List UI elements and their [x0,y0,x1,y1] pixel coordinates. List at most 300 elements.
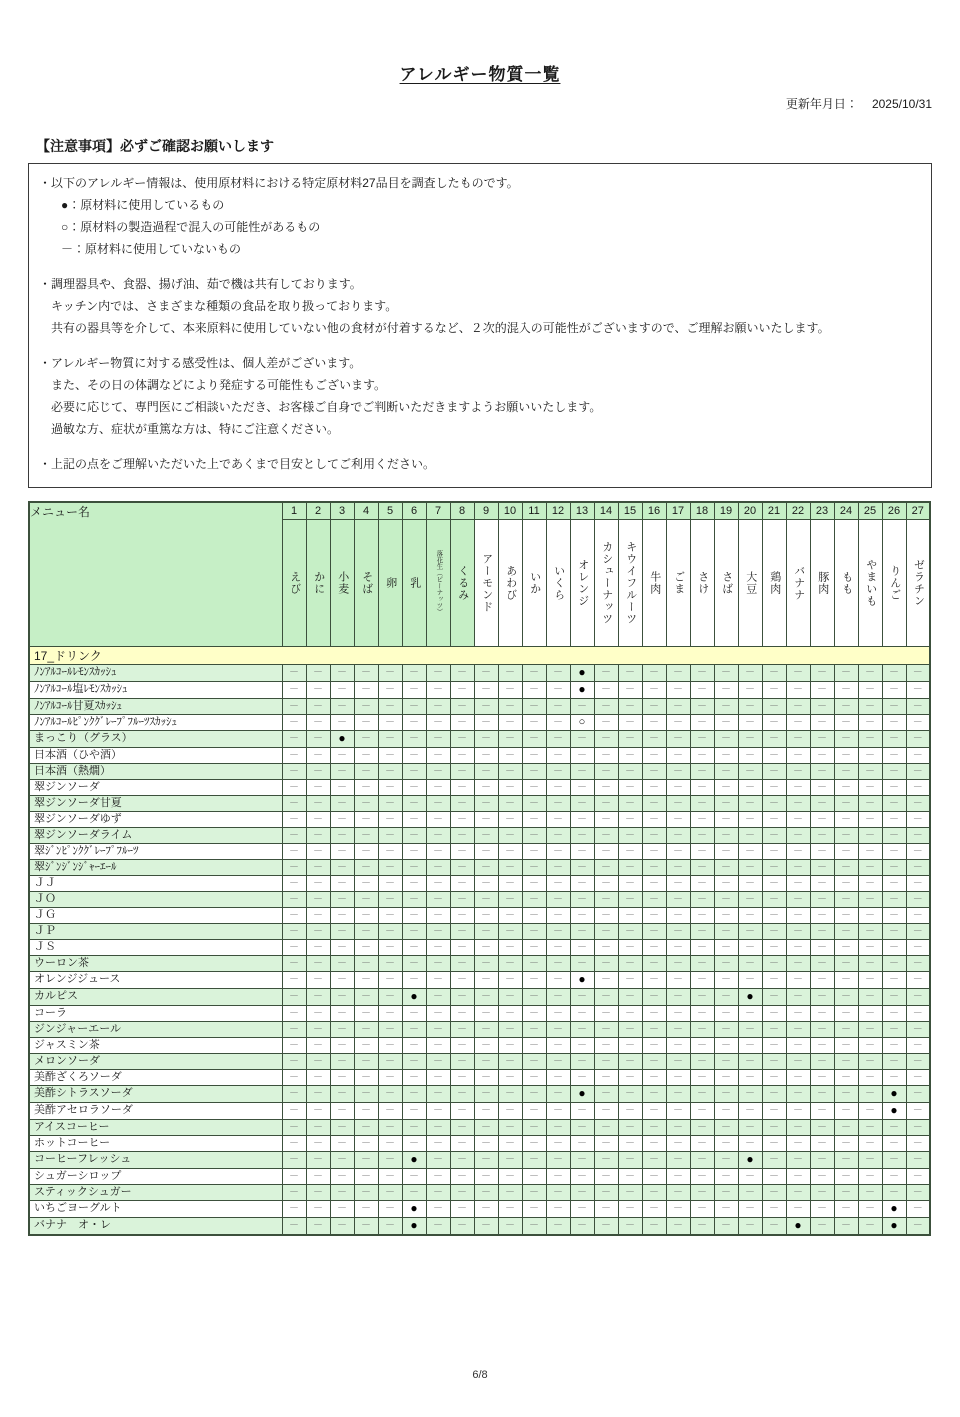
mark-cell [522,875,546,891]
mark-cell [762,1184,786,1200]
mark-cell [642,875,666,891]
mark-none-icon: － [625,1071,635,1083]
mark-cell [882,1151,906,1168]
allergen-col-number: 27 [906,502,930,519]
mark-cell [282,827,306,843]
mark-cell [762,827,786,843]
mark-none-icon: － [889,991,899,1002]
mark-none-icon: － [625,684,635,695]
mark-cell [594,1168,618,1184]
menu-row [29,859,930,875]
mark-none-icon: － [697,700,707,712]
mark-cell [378,1184,402,1200]
mark-cell [330,955,354,971]
mark-none-icon: － [865,813,875,825]
mark-cell [498,891,522,907]
mark-none-icon: － [697,1203,707,1214]
mark-cell [690,763,714,779]
mark-none-icon: － [553,957,563,969]
mark-cell [498,1037,522,1053]
mark-cell [522,681,546,698]
mark-cell [402,859,426,875]
mark-none-icon: － [865,749,875,761]
mark-none-icon: － [361,1137,371,1149]
mark-cell [738,859,762,875]
mark-cell [594,730,618,747]
mark-none-icon: － [697,1154,707,1165]
mark-none-icon: － [577,1121,587,1133]
mark-cell [738,1200,762,1217]
mark-none-icon: － [865,877,875,889]
mark-none-icon: － [601,909,611,921]
menu-name: ＪＳ [29,939,282,955]
mark-cell [906,698,930,714]
mark-cell [786,923,810,939]
mark-cell [762,1135,786,1151]
mark-none-icon: － [697,974,707,985]
mark-none-icon: － [793,1088,803,1099]
mark-cell [786,698,810,714]
mark-cell [570,1200,594,1217]
mark-cell [282,730,306,747]
menu-name: オレンジジュース [29,971,282,988]
mark-cell [498,763,522,779]
mark-cell [834,664,858,681]
mark-none-icon: － [841,1137,851,1149]
mark-none-icon: － [817,1055,827,1067]
mark-none-icon: － [817,845,827,857]
mark-cell [594,988,618,1005]
mark-cell [354,1102,378,1119]
mark-cell [570,827,594,843]
mark-cell [426,779,450,795]
mark-none-icon: － [912,765,923,777]
mark-cell [282,1005,306,1021]
mark-none-icon: － [841,941,851,953]
mark-none-icon: － [385,765,395,777]
mark-none-icon: － [481,684,491,695]
mark-none-icon: － [841,861,851,873]
mark-none-icon: － [649,957,659,969]
mark-cell [498,875,522,891]
mark-none-icon: － [385,845,395,857]
mark-cell [786,1053,810,1069]
mark-none-icon: － [697,1007,707,1019]
mark-none-icon: － [385,781,395,793]
mark-none-icon: － [912,667,923,678]
mark-cell [546,763,570,779]
mark-cell [474,1037,498,1053]
mark-cell [426,698,450,714]
mark-none-icon: － [481,1154,491,1165]
mark-none-icon: － [769,813,779,825]
mark-cell [402,1135,426,1151]
mark-cell [354,747,378,763]
mark-none-icon: － [769,861,779,873]
mark-none-icon: － [337,700,347,712]
mark-cell [666,1151,690,1168]
mark-cell [330,1151,354,1168]
mark-none-icon: － [337,1203,347,1214]
mark-cell [834,1200,858,1217]
mark-cell [522,907,546,923]
mark-none-icon: － [409,733,419,744]
mark-cell [330,763,354,779]
mark-cell [834,1151,858,1168]
mark-none-icon: － [433,1039,443,1051]
mark-cell [618,1069,642,1085]
mark-none-icon: － [505,1121,515,1133]
mark-cell [810,698,834,714]
mark-cell [522,1069,546,1085]
mark-cell [858,1151,882,1168]
mark-cell [306,939,330,955]
mark-none-icon: － [649,1105,659,1116]
mark-cell [498,779,522,795]
mark-cell [714,971,738,988]
mark-none-icon: － [361,733,371,744]
mark-cell [738,1168,762,1184]
mark-none-icon: － [721,1105,731,1116]
mark-cell [546,1135,570,1151]
mark-none-icon: － [337,829,347,841]
mark-cell [714,1021,738,1037]
mark-cell [858,843,882,859]
mark-none-icon: － [625,991,635,1002]
mark-cell [690,730,714,747]
mark-none-icon: － [769,716,779,728]
menu-name: 美酢シトラスソーダ [29,1085,282,1102]
mark-cell [714,859,738,875]
mark-none-icon: － [697,1186,707,1198]
mark-cell [666,1102,690,1119]
mark-none-icon: － [457,829,467,841]
mark-cell [522,1217,546,1235]
mark-none-icon: － [289,797,299,809]
mark-cell [450,907,474,923]
mark-cell [498,681,522,698]
mark-used-icon: ● [410,1200,418,1215]
mark-cell [546,1085,570,1102]
mark-none-icon: － [289,925,299,937]
mark-cell [666,1184,690,1200]
mark-cell [882,827,906,843]
mark-none-icon: － [385,877,395,889]
mark-none-icon: － [337,667,347,678]
mark-cell [738,1037,762,1053]
mark-none-icon: － [625,1088,635,1099]
mark-cell [450,1102,474,1119]
mark-cell [378,955,402,971]
mark-none-icon: － [529,941,539,953]
mark-cell [690,1217,714,1235]
mark-none-icon: － [912,1071,923,1083]
mark-none-icon: － [337,877,347,889]
mark-none-icon: － [697,845,707,857]
mark-none-icon: － [769,700,779,712]
mark-cell [690,907,714,923]
mark-none-icon: － [841,700,851,712]
mark-cell [642,891,666,907]
mark-cell [762,971,786,988]
mark-cell [834,1184,858,1200]
mark-none-icon: － [793,700,803,712]
mark-none-icon: － [817,1071,827,1083]
mark-cell [594,843,618,859]
mark-none-icon: － [865,845,875,857]
mark-none-icon: － [313,829,323,841]
mark-cell [618,923,642,939]
mark-cell [810,955,834,971]
menu-name: ﾉﾝｱﾙｺｰﾙﾚﾓﾝｽｶｯｼｭ [29,664,282,681]
allergen-col-number: 21 [762,502,786,519]
mark-none-icon: － [625,925,635,937]
mark-cell [834,747,858,763]
mark-none-icon: － [793,1137,803,1149]
mark-cell [498,955,522,971]
mark-none-icon: － [721,1170,731,1182]
allergen-col-name: カシューナッツ [594,519,618,646]
mark-none-icon: － [409,925,419,937]
mark-none-icon: － [769,845,779,857]
mark-none-icon: － [385,813,395,825]
mark-none-icon: － [289,667,299,678]
mark-cell [474,1053,498,1069]
mark-cell [594,747,618,763]
mark-none-icon: － [601,957,611,969]
mark-none-icon: － [457,749,467,761]
mark-cell [810,811,834,827]
mark-cell [450,1168,474,1184]
mark-none-icon: － [841,684,851,695]
mark-none-icon: － [625,1154,635,1165]
mark-none-icon: － [673,845,683,857]
mark-none-icon: － [433,974,443,985]
mark-none-icon: － [865,765,875,777]
mark-cell [666,1069,690,1085]
mark-none-icon: － [457,765,467,777]
mark-none-icon: － [817,974,827,985]
mark-cell [330,1005,354,1021]
mark-none-icon: － [433,829,443,841]
mark-none-icon: － [745,877,755,889]
mark-none-icon: － [769,1088,779,1099]
mark-cell [378,1217,402,1235]
mark-none-icon: － [649,1170,659,1182]
mark-none-icon: － [577,1186,587,1198]
mark-cell [426,988,450,1005]
mark-cell [786,1069,810,1085]
mark-none-icon: － [673,749,683,761]
mark-none-icon: － [457,1039,467,1051]
mark-cell [642,1119,666,1135]
mark-none-icon: － [457,1105,467,1116]
allergen-col-name: 卵 [378,519,402,646]
mark-cell [666,891,690,907]
mark-cell [594,1217,618,1235]
mark-none-icon: － [673,1186,683,1198]
mark-none-icon: － [337,1088,347,1099]
mark-cell [618,730,642,747]
menu-row [29,843,930,859]
mark-none-icon: － [409,861,419,873]
mark-none-icon: － [409,1071,419,1083]
mark-cell [786,795,810,811]
mark-cell [786,891,810,907]
mark-none-icon: － [769,733,779,744]
notice-line: キッチン内では、さまざまな種類の食品を取り扱っております。 [51,299,398,313]
mark-none-icon: － [745,1055,755,1067]
mark-none-icon: － [817,991,827,1002]
mark-none-icon: － [337,991,347,1002]
mark-cell [714,843,738,859]
mark-cell [450,859,474,875]
mark-none-icon: － [409,1023,419,1035]
mark-none-icon: － [601,700,611,712]
mark-none-icon: － [601,974,611,985]
mark-cell [762,1085,786,1102]
mark-none-icon: － [385,1088,395,1099]
mark-none-icon: － [457,1121,467,1133]
allergen-col-name: くるみ [450,519,474,646]
mark-none-icon: － [697,765,707,777]
mark-cell [786,1184,810,1200]
menu-row [29,1135,930,1151]
mark-none-icon: － [841,1071,851,1083]
mark-none-icon: － [697,813,707,825]
mark-cell [882,747,906,763]
mark-none-icon: － [289,1186,299,1198]
mark-cell [474,664,498,681]
mark-none-icon: － [409,941,419,953]
allergen-col-number: 3 [330,502,354,519]
mark-cell [786,1005,810,1021]
mark-used-icon: ● [410,1217,418,1232]
allergen-col-number: 15 [618,502,642,519]
mark-cell [282,843,306,859]
mark-none-icon: － [505,749,515,761]
mark-cell [642,1200,666,1217]
mark-none-icon: － [361,813,371,825]
menu-row [29,1184,930,1200]
mark-cell [690,988,714,1005]
mark-cell [810,827,834,843]
mark-none-icon: － [529,1105,539,1116]
mark-none-icon: － [505,1105,515,1116]
mark-none-icon: － [433,797,443,809]
mark-cell [570,763,594,779]
mark-cell [378,1053,402,1069]
mark-cell [522,1037,546,1053]
mark-cell [714,811,738,827]
mark-cell [834,698,858,714]
mark-cell [450,1037,474,1053]
mark-none-icon: － [601,1186,611,1198]
mark-cell [906,1119,930,1135]
mark-none-icon: － [385,1137,395,1149]
mark-none-icon: － [889,845,899,857]
mark-none-icon: － [361,877,371,889]
mark-none-icon: － [481,1121,491,1133]
mark-none-icon: － [889,1007,899,1019]
mark-none-icon: － [505,1007,515,1019]
mark-cell [426,859,450,875]
mark-cell [546,1119,570,1135]
mark-cell [570,1151,594,1168]
mark-none-icon: － [289,877,299,889]
mark-none-icon: － [721,716,731,728]
mark-none-icon: － [769,1121,779,1133]
mark-none-icon: － [337,909,347,921]
allergen-col-number: 23 [810,502,834,519]
mark-cell [426,664,450,681]
menu-row [29,1217,930,1235]
mark-none-icon: － [817,1121,827,1133]
mark-cell [642,664,666,681]
mark-none-icon: － [649,749,659,761]
mark-cell [354,1021,378,1037]
mark-none-icon: － [793,781,803,793]
mark-cell [594,923,618,939]
mark-none-icon: － [912,1137,923,1149]
mark-none-icon: － [457,716,467,728]
mark-cell [762,664,786,681]
mark-none-icon: － [385,684,395,695]
mark-cell [618,843,642,859]
mark-none-icon: － [433,1088,443,1099]
mark-cell [522,811,546,827]
mark-none-icon: － [745,1071,755,1083]
mark-used-icon: ● [890,1217,898,1232]
mark-none-icon: － [912,829,923,841]
mark-none-icon: － [697,861,707,873]
mark-cell [330,795,354,811]
mark-cell [618,747,642,763]
mark-cell [594,664,618,681]
mark-cell [618,875,642,891]
mark-none-icon: － [529,733,539,744]
mark-cell [450,1069,474,1085]
mark-none-icon: － [793,716,803,728]
mark-none-icon: － [409,684,419,695]
mark-none-icon: － [505,765,515,777]
mark-cell [666,714,690,730]
mark-none-icon: － [313,700,323,712]
mark-cell [330,1135,354,1151]
mark-cell [498,664,522,681]
mark-none-icon: － [505,1039,515,1051]
allergen-col-number: 4 [354,502,378,519]
menu-name: ホットコーヒー [29,1135,282,1151]
mark-none-icon: － [409,1007,419,1019]
mark-cell [594,1119,618,1135]
mark-none-icon: － [721,1007,731,1019]
mark-cell [642,1151,666,1168]
mark-none-icon: － [505,813,515,825]
notice-line: －：原材料に使用していないもの [61,242,242,256]
mark-none-icon: － [649,700,659,712]
mark-none-icon: － [865,1039,875,1051]
mark-none-icon: － [337,1007,347,1019]
mark-cell [882,955,906,971]
mark-none-icon: － [457,1023,467,1035]
mark-none-icon: － [865,684,875,695]
mark-cell [714,891,738,907]
mark-none-icon: － [529,765,539,777]
mark-none-icon: － [865,667,875,678]
mark-none-icon: － [721,1203,731,1214]
mark-cell [858,1217,882,1235]
